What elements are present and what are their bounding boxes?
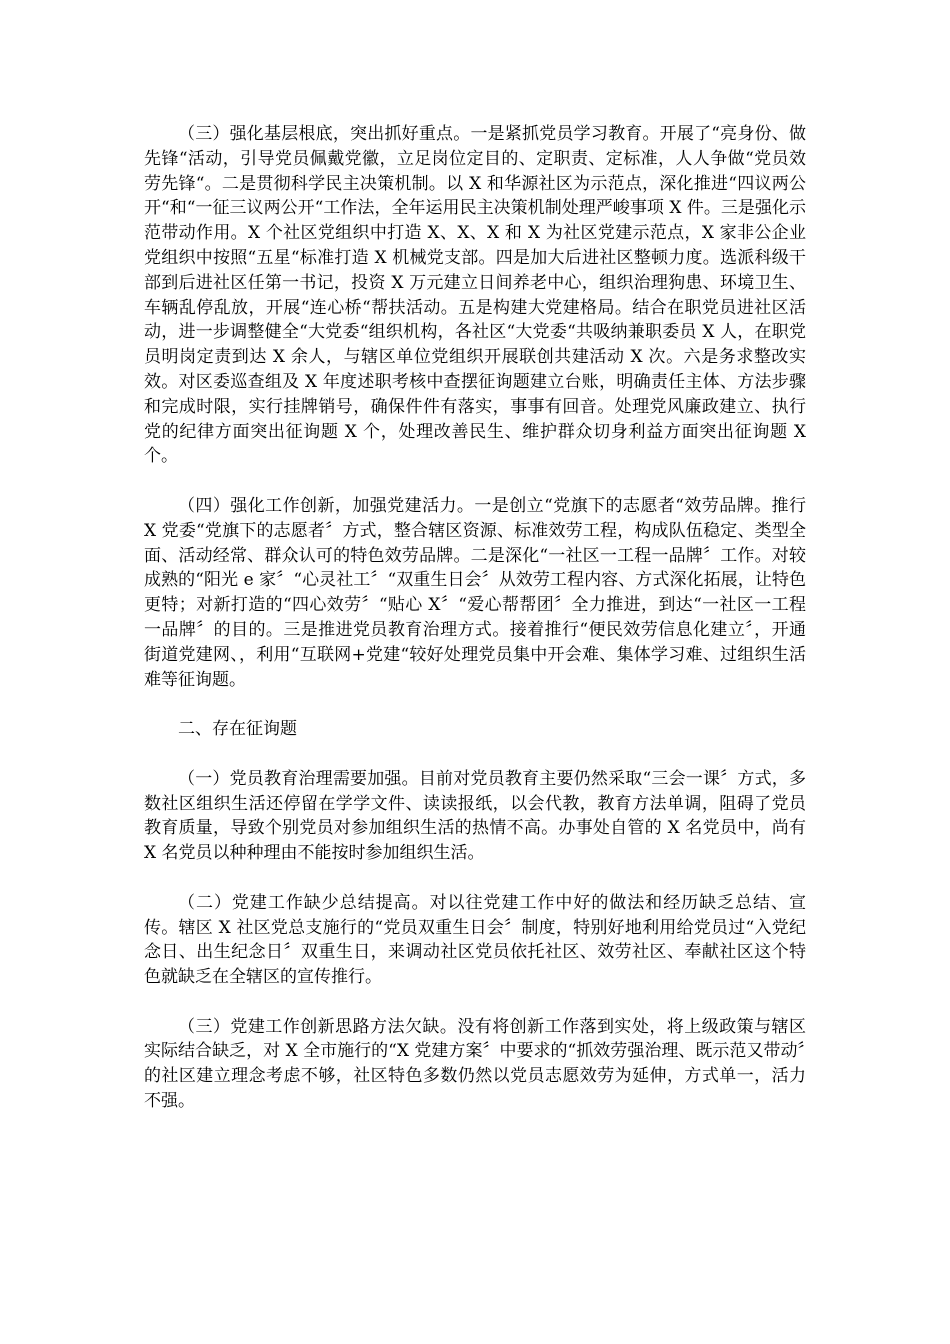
document-body (144, 122, 806, 1139)
paragraph-problem-education: （一）党员教育治理需要加强。目前对党员教育主要仍然采取“三会一课〞方式，多数社区组织生活还停留在学学文件、读读报纸，以会代教，教育方法单调，阻碍了党员教育质量，导致个别党员对参加组织生活的热情不高。办事处自管的 X 名党员中，尚有 X 名党员以种种理由不能按时参加组织生活。 (144, 768, 806, 864)
paragraph-problem-summary: （二）党建工作缺少总结提高。对以往党建工作中好的做法和经历缺乏总结、宣传。辖区 X 社区党总支施行的“党员双重生日会〞制度，特别好地利用给党员过“入党纪念日、出生纪念日〞双重生日，来调动社区党员依托社区、效劳社区、奉献社区这个特色就缺乏在全辖区的宣传推行。 (144, 892, 806, 988)
paragraph-problem-innovation: （三）党建工作创新思路方法欠缺。没有将创新工作落到实处，将上级政策与辖区实际结合缺乏，对 X 全市施行的“X 党建方案〞中要求的“抓效劳强治理、既示范又带动〞的社区建立理念考虑不够，社区特色多数仍然以党员志愿效劳为延伸，方式单一，活力不强。 (144, 1016, 806, 1112)
paragraph-strengthen-grassroots: （三）强化基层根底，突出抓好重点。一是紧抓党员学习教育。开展了“亮身份、做先锋“活动，引导党员佩戴党徽，立足岗位定目的、定职责、定标准，人人争做“党员效劳先锋“。二是贯彻科学民主决策机制。以 X 和华源社区为示范点，深化推进“四议两公开“和“一征三议两公开“工作法，全年运用民主决策机制处理严峻事项 X 件。三是强化示范带动作用。X 个社区党组织中打造 X、X、X 和 X 为社区党建示范点，X 家非公企业党组织中按照“五星“标准打造 X 机械党支部。四是加大后进社区整顿力度。选派科级干部到后进社区任第一书记，投资 X 万元建立日间养老中心，组织治理狗患、环境卫生、车辆乱停乱放，开展“连心桥“帮扶活动。五是构建大党建格局。结合在职党员进社区活动，进一步调整健全“大党委“组织机构，各社区“大党委“共吸纳兼职委员 X 人，在职党员明岗定责到达 X 余人，与辖区单位党组织开展联创共建活动 X 次。六是务求整改实效。对区委巡查组及 X 年度述职考核中查摆征询题建立台账，明确责任主体、方法步骤和完成时限，实行挂牌销号，确保件件有落实，事事有回音。处理党风廉政建立、执行党的纪律方面突出征询题 X 个，处理改善民生、维护群众切身利益方面突出征询题 X 个。 (144, 124, 806, 467)
paragraph-strengthen-innovation: （四）强化工作创新，加强党建活力。一是创立“党旗下的志愿者“效劳品牌。推行 X 党委“党旗下的志愿者〞方式，整合辖区资源、标准效劳工程，构成队伍稳定、类型全面、活动经常、群众认可的特色效劳品牌。二是深化“一社区一工程一品牌〞工作。对较成熟的“阳光 e 家〞“心灵社工〞“双重生日会〞从效劳工程内容、方式深化拓展，让特色更特；对新打造的“四心效劳〞“贴心 X〞“爱心帮帮团〞全力推进，到达“一社区一工程一品牌〞的目的。三是推进党员教育治理方式。接着推行“便民效劳信息化建立〞，开通街道党建网、，利用“互联网+党建“较好处理党员集中开会难、集体学习难、过组织生活难等征询题。 (144, 495, 806, 690)
section-heading-existing-problems: 二、存在征询题 (178, 719, 297, 740)
